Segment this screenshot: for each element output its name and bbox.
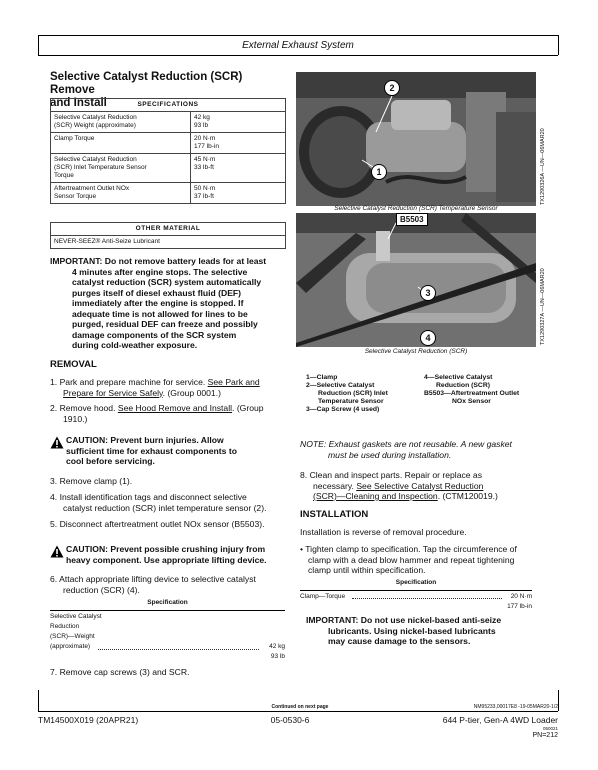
- figure-scr-assembly: [296, 213, 536, 347]
- figure-2-code: TX1290327A —UN—06MAR20: [540, 268, 546, 345]
- link-park-prepare[interactable]: See Park and: [207, 377, 260, 387]
- header-rule-bottom: [38, 55, 558, 56]
- installation-bullet: • Tighten clamp to specification. Tap the circumference of clamp with a dead blow hammer and repeat tightening clamp until within specification.: [300, 544, 517, 575]
- footer-manual-id: TM14500X019 (20APR21): [38, 715, 139, 725]
- note-gaskets: NOTE: Exhaust gaskets are not reusable. A new gasket must be used during installation.: [300, 439, 512, 460]
- step-8: 8. Clean and inspect parts. Repair or replace as necessary. See Selective Catalyst Reduction (SCR)—Cleaning and Inspection. (CTM120019.): [300, 470, 498, 501]
- removal-step-7: 7. Remove cap screws (3) and SCR.: [50, 667, 190, 677]
- other-material-table: [50, 222, 286, 249]
- spec-clamp-torque: Specification Clamp—Torque 20 N·m 177 lb-in: [300, 579, 532, 610]
- header-rule-right: [558, 35, 559, 55]
- removal-step-6: 6. Attach appropriate lifting device to selective catalyst reduction (SCR) (4).: [50, 574, 256, 595]
- label-b5503: B5503: [396, 213, 428, 226]
- callout-2: 2: [384, 80, 400, 96]
- footer-rule-left: [38, 690, 39, 711]
- legend-right: 4—Selective Catalyst Reduction (SCR) B5503—Aftertreatment Outlet NOx Sensor: [424, 374, 520, 405]
- page-header-title: External Exhaust System: [242, 40, 354, 51]
- warning-icon: [50, 436, 64, 449]
- important-notice-lubricant: IMPORTANT: Do not use nickel-based anti-seize lubricants. Using nickel-based lubricants may cause damage to the sensors.: [306, 615, 502, 646]
- removal-step-4: 4. Install identification tags and disconnect selective catalyst reduction (SCR) inlet temperature sensor (2).: [50, 492, 267, 513]
- removal-step-3: 3. Remove clamp (1).: [50, 476, 133, 486]
- specifications-table: [50, 98, 286, 204]
- figure-1-code: TX1290326A —UN—06MAR20: [540, 128, 546, 205]
- legend-left: 1—Clamp 2—Selective Catalyst Reduction (SCR) Inlet Temperature Sensor 3—Cap Screw (4 used): [306, 374, 388, 413]
- footer-rule: [38, 711, 558, 712]
- callout-4: 4: [420, 330, 436, 346]
- callout-3: 3: [420, 285, 436, 301]
- header-rule-top: [38, 35, 558, 36]
- specifications-heading: SPECIFICATIONS: [51, 99, 286, 112]
- table-row: Selective Catalyst Reduction (SCR) Inlet Temperature Sensor Torque 45 N·m 33 lb-ft: [51, 154, 286, 183]
- installation-intro: Installation is reverse of removal procedure.: [300, 527, 467, 537]
- removal-step-1: 1. Park and prepare machine for service. See Park and Prepare for Service Safely. (Group 0001.): [50, 377, 260, 398]
- figure-scr-temperature-sensor: [296, 72, 536, 206]
- other-material-heading: OTHER MATERIAL: [51, 223, 286, 236]
- caution-crushing: CAUTION: Prevent possible crushing injury from heavy component. Use appropriate lifting device.: [50, 544, 295, 565]
- callout-1: 1: [371, 164, 387, 180]
- table-row: Aftertreatment Outlet NOx Sensor Torque 50 N·m 37 lb-ft: [51, 183, 286, 204]
- doc-code: NM95233,00017E8 -19-05MAR20-1/2: [473, 704, 558, 710]
- link-scr-cleaning-cont[interactable]: (SCR)—Cleaning and Inspection: [313, 491, 438, 501]
- warning-icon: [50, 545, 64, 558]
- footer-rule-right: [558, 690, 559, 711]
- figure-1-caption: Selective Catalyst Reduction (SCR) Temperature Sensor: [334, 205, 498, 212]
- other-material-item: NEVER-SEEZ® Anti-Seize Lubricant: [51, 236, 286, 249]
- table-row: Clamp Torque 20 N·m 177 lb-in: [51, 133, 286, 154]
- continued-note: Continued on next page: [271, 704, 329, 710]
- link-hood-remove[interactable]: See Hood Remove and Install: [117, 403, 233, 413]
- table-row: Selective Catalyst Reduction (SCR) Weight (approximate) 42 kg 93 lb: [51, 112, 286, 133]
- footer-sub: 050021: [542, 726, 558, 731]
- removal-heading: REMOVAL: [50, 359, 97, 370]
- removal-step-5: 5. Disconnect aftertreatment outlet NOx sensor (B5503).: [50, 519, 265, 529]
- figure-2-caption: Selective Catalyst Reduction (SCR): [364, 348, 468, 355]
- spec-scr-weight: Specification Selective Catalyst Reduction (SCR)—Weight (approximate) 42 kg 93 lb: [50, 599, 285, 660]
- footer-machine: 644 P-tier, Gen-A 4WD Loader: [442, 715, 558, 725]
- removal-step-2: 2. Remove hood. See Hood Remove and Install. (Group 1910.): [50, 403, 264, 424]
- installation-heading: INSTALLATION: [300, 509, 369, 520]
- link-park-prepare-cont[interactable]: Prepare for Service Safely: [63, 387, 163, 398]
- section-title: Selective Catalyst Reduction (SCR) Remove and Install: [50, 71, 243, 109]
- link-scr-cleaning[interactable]: See Selective Catalyst Reduction: [356, 480, 484, 491]
- footer-pn: PN=212: [532, 732, 558, 739]
- important-notice-battery: IMPORTANT: Do not remove battery leads for at least 4 minutes after engine stops. The selective catalyst reduction (SCR) system automatically purges itself of diesel exhaust fluid (DEF) immediately after the engine is stopped. If adequate time is not allowed for lines to be purged, residual DEF can freeze and possibly damage components of the SCR system during cold-weather exposure.: [50, 256, 267, 350]
- caution-burn: CAUTION: Prevent burn injuries. Allow sufficient time for exhaust components to cool before servicing.: [50, 435, 290, 467]
- footer-page-number: 05-0530-6: [270, 715, 310, 725]
